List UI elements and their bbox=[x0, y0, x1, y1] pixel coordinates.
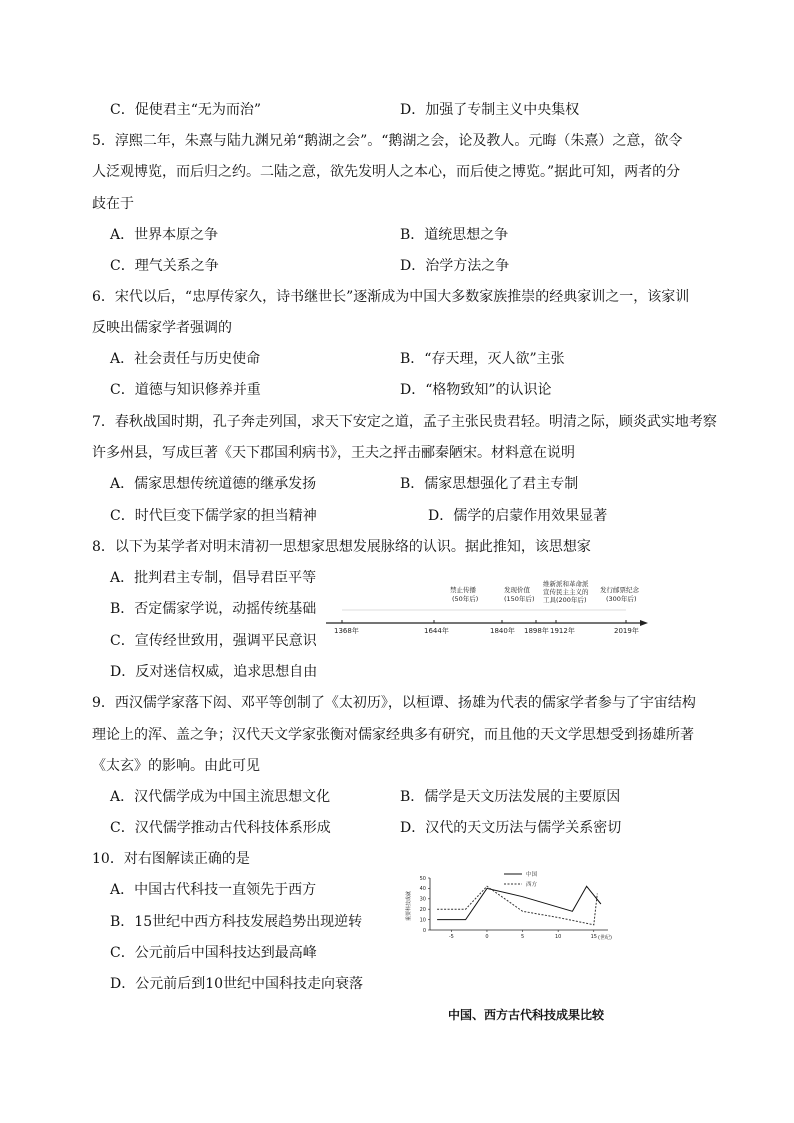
q10-stem-line-1: 10．对右图解读正确的是 bbox=[92, 851, 250, 867]
q5-option-d: D．治学方法之争 bbox=[400, 258, 510, 274]
q9-option-b: B．儒学是天文历法发展的主要原因 bbox=[400, 789, 621, 805]
timeline-tick-1368: 1368年 bbox=[334, 627, 359, 635]
science-comparison-chart bbox=[396, 866, 626, 946]
chart-y-tick-label: 20 bbox=[419, 907, 426, 913]
chart-x-axis-label: (世纪) bbox=[598, 935, 612, 941]
chart-x-tick-label: -5 bbox=[448, 934, 454, 940]
q7-option-d: D．儒学的启蒙作用效果显著 bbox=[428, 508, 608, 524]
q4-option-d: D．加强了专制主义中央集权 bbox=[400, 102, 580, 118]
timeline-tick-1898: 1898年 bbox=[524, 627, 549, 635]
q9-stem-line-1: 9．西汉儒学家落下闳、邓平等创制了《太初历》，以桓谭、扬雄为代表的儒家学者参与了宇宙结构 bbox=[92, 695, 696, 711]
q5-stem-line-2: 人泛观博览，而后归之约。二陆之意，欲先发明人之本心，而后使之博览。”据此可知，两者的分 bbox=[92, 164, 681, 180]
chart-y-tick-label: 0 bbox=[422, 927, 426, 934]
chart-x-tick-label: 5 bbox=[520, 934, 525, 940]
timeline-tick-1840: 1840年 bbox=[490, 627, 515, 635]
q5-option-b: B．道统思想之争 bbox=[400, 227, 509, 243]
chart-y-tick-label: 50 bbox=[419, 875, 426, 882]
chart-x-tick-label: 0 bbox=[485, 934, 489, 940]
q6-stem-line-1: 6．宋代以后，“忠厚传家久，诗书继世长”逐渐成为中国大多数家族推崇的经典家训之一，该家训 bbox=[92, 289, 690, 305]
chart-series-line-china bbox=[437, 886, 601, 919]
q7-stem-line-2: 许多州县，写成巨著《天下郡国利病书》，王夫之抨击郦秦陋宋。材料意在说明 bbox=[92, 445, 575, 461]
chart-y-tick-label: 40 bbox=[419, 886, 426, 893]
q8-option-a: A．批判君主专制，倡导君臣平等 bbox=[110, 570, 317, 586]
chart-legend bbox=[504, 870, 538, 888]
q10-option-d: D．公元前后到10世纪中国科技走向衰落 bbox=[110, 976, 364, 992]
legend-china-label: 中国 bbox=[526, 872, 538, 878]
timeline-event-1-line-1: 禁止传播 bbox=[450, 586, 476, 594]
chart-x-tick-label: 15 bbox=[590, 934, 597, 940]
timeline-arrow-icon bbox=[640, 620, 648, 626]
q8-option-d: D．反对迷信权威，追求思想自由 bbox=[110, 664, 318, 680]
timeline-event-3-line-3: 工具(200年后) bbox=[543, 596, 587, 604]
q5-option-c: C．理气关系之争 bbox=[110, 258, 219, 274]
timeline-tick-1912: 1912年 bbox=[550, 627, 575, 635]
q9-option-c: C．汉代儒学推动古代科技体系形成 bbox=[110, 820, 331, 836]
timeline-event-3-line-2: 宣传民主主义的 bbox=[543, 588, 589, 596]
q9-stem-line-3: 《太玄》的影响。由此可见 bbox=[92, 758, 260, 774]
chart-y-tick-label: 30 bbox=[419, 896, 426, 903]
chart-frame bbox=[430, 878, 608, 930]
q9-stem-line-2: 理论上的浑、盖之争；汉代天文学家张衡对儒家经典多有研究，而且他的天文学思想受到扬雄所著 bbox=[92, 727, 694, 743]
q4-option-c: C．促使君主“无为而治” bbox=[110, 102, 262, 118]
q6-stem-line-2: 反映出儒家学者强调的 bbox=[92, 320, 232, 336]
q7-option-c: C．时代巨变下儒学家的担当精神 bbox=[110, 508, 317, 524]
q7-stem-line-1: 7．春秋战国时期，孔子奔走列国，求天下安定之道，孟子主张民贵君轻。明清之际，顾炎武实地考察 bbox=[92, 414, 717, 430]
q8-option-c: C．宣传经世致用，强调平民意识 bbox=[110, 633, 317, 649]
timeline-tick-1644: 1644年 bbox=[424, 627, 449, 635]
chart-caption: 中国、西方古代科技成果比较 bbox=[448, 1008, 605, 1022]
q8-stem-line-1: 8．以下为某学者对明末清初一思想家思想发展脉络的认识。据此推知，该思想家 bbox=[92, 539, 591, 555]
q5-option-a: A．世界本原之争 bbox=[110, 227, 219, 243]
timeline-event-2-line-2: (150年后) bbox=[504, 595, 535, 603]
legend-west-label: 西方 bbox=[526, 882, 538, 888]
q7-option-a: A．儒家思想传统道德的继承发扬 bbox=[110, 476, 317, 492]
chart-y-axis-label: 重要科技成就 bbox=[406, 890, 412, 922]
q9-option-d: D．汉代的天文历法与儒学关系密切 bbox=[400, 820, 622, 836]
q8-option-b: B．否定儒家学说，动摇传统基础 bbox=[110, 601, 317, 617]
timeline-event-3-line-1: 维新派和革命派 bbox=[543, 580, 589, 588]
q5-stem-line-1: 5．淳熙二年，朱熹与陆九渊兄弟“鹅湖之会”。“鹅湖之会，论及教人。元晦（朱熹）之意，欲令 bbox=[92, 133, 683, 149]
chart-y-tick-label: 10 bbox=[419, 917, 426, 924]
chart-series-line-west bbox=[437, 886, 597, 925]
timeline-event-1-line-2: (50年后) bbox=[452, 595, 479, 603]
q6-option-c: C．道德与知识修养并重 bbox=[110, 382, 261, 398]
q10-option-a: A．中国古代科技一直领先于西方 bbox=[110, 882, 317, 898]
q6-option-b: B．“存天理，灭人欲”主张 bbox=[400, 351, 565, 367]
chart-x-tick-label: 10 bbox=[554, 934, 562, 940]
timeline-tick-2019: 2019年 bbox=[614, 627, 639, 635]
q10-option-b: B．15世纪中西方科技发展趋势出现逆转 bbox=[110, 914, 363, 930]
q7-option-b: B．儒家思想强化了君主专制 bbox=[400, 476, 579, 492]
timeline-event-4-line-2: (300年后) bbox=[606, 595, 637, 603]
timeline-event-2-line-1: 发现价值 bbox=[504, 586, 530, 594]
q5-stem-line-3: 歧在于 bbox=[92, 196, 134, 212]
q6-option-a: A．社会责任与历史使命 bbox=[110, 351, 261, 367]
q10-option-c: C．公元前后中国科技达到最高峰 bbox=[110, 945, 317, 961]
chart-series-group bbox=[437, 886, 601, 925]
q9-option-a: A．汉代儒学成为中国主流思想文化 bbox=[110, 789, 331, 805]
q8-timeline-figure bbox=[324, 580, 654, 640]
timeline-event-4-line-1: 发行邮票纪念 bbox=[600, 586, 639, 594]
q6-option-d: D．“格物致知”的认识论 bbox=[400, 382, 552, 398]
